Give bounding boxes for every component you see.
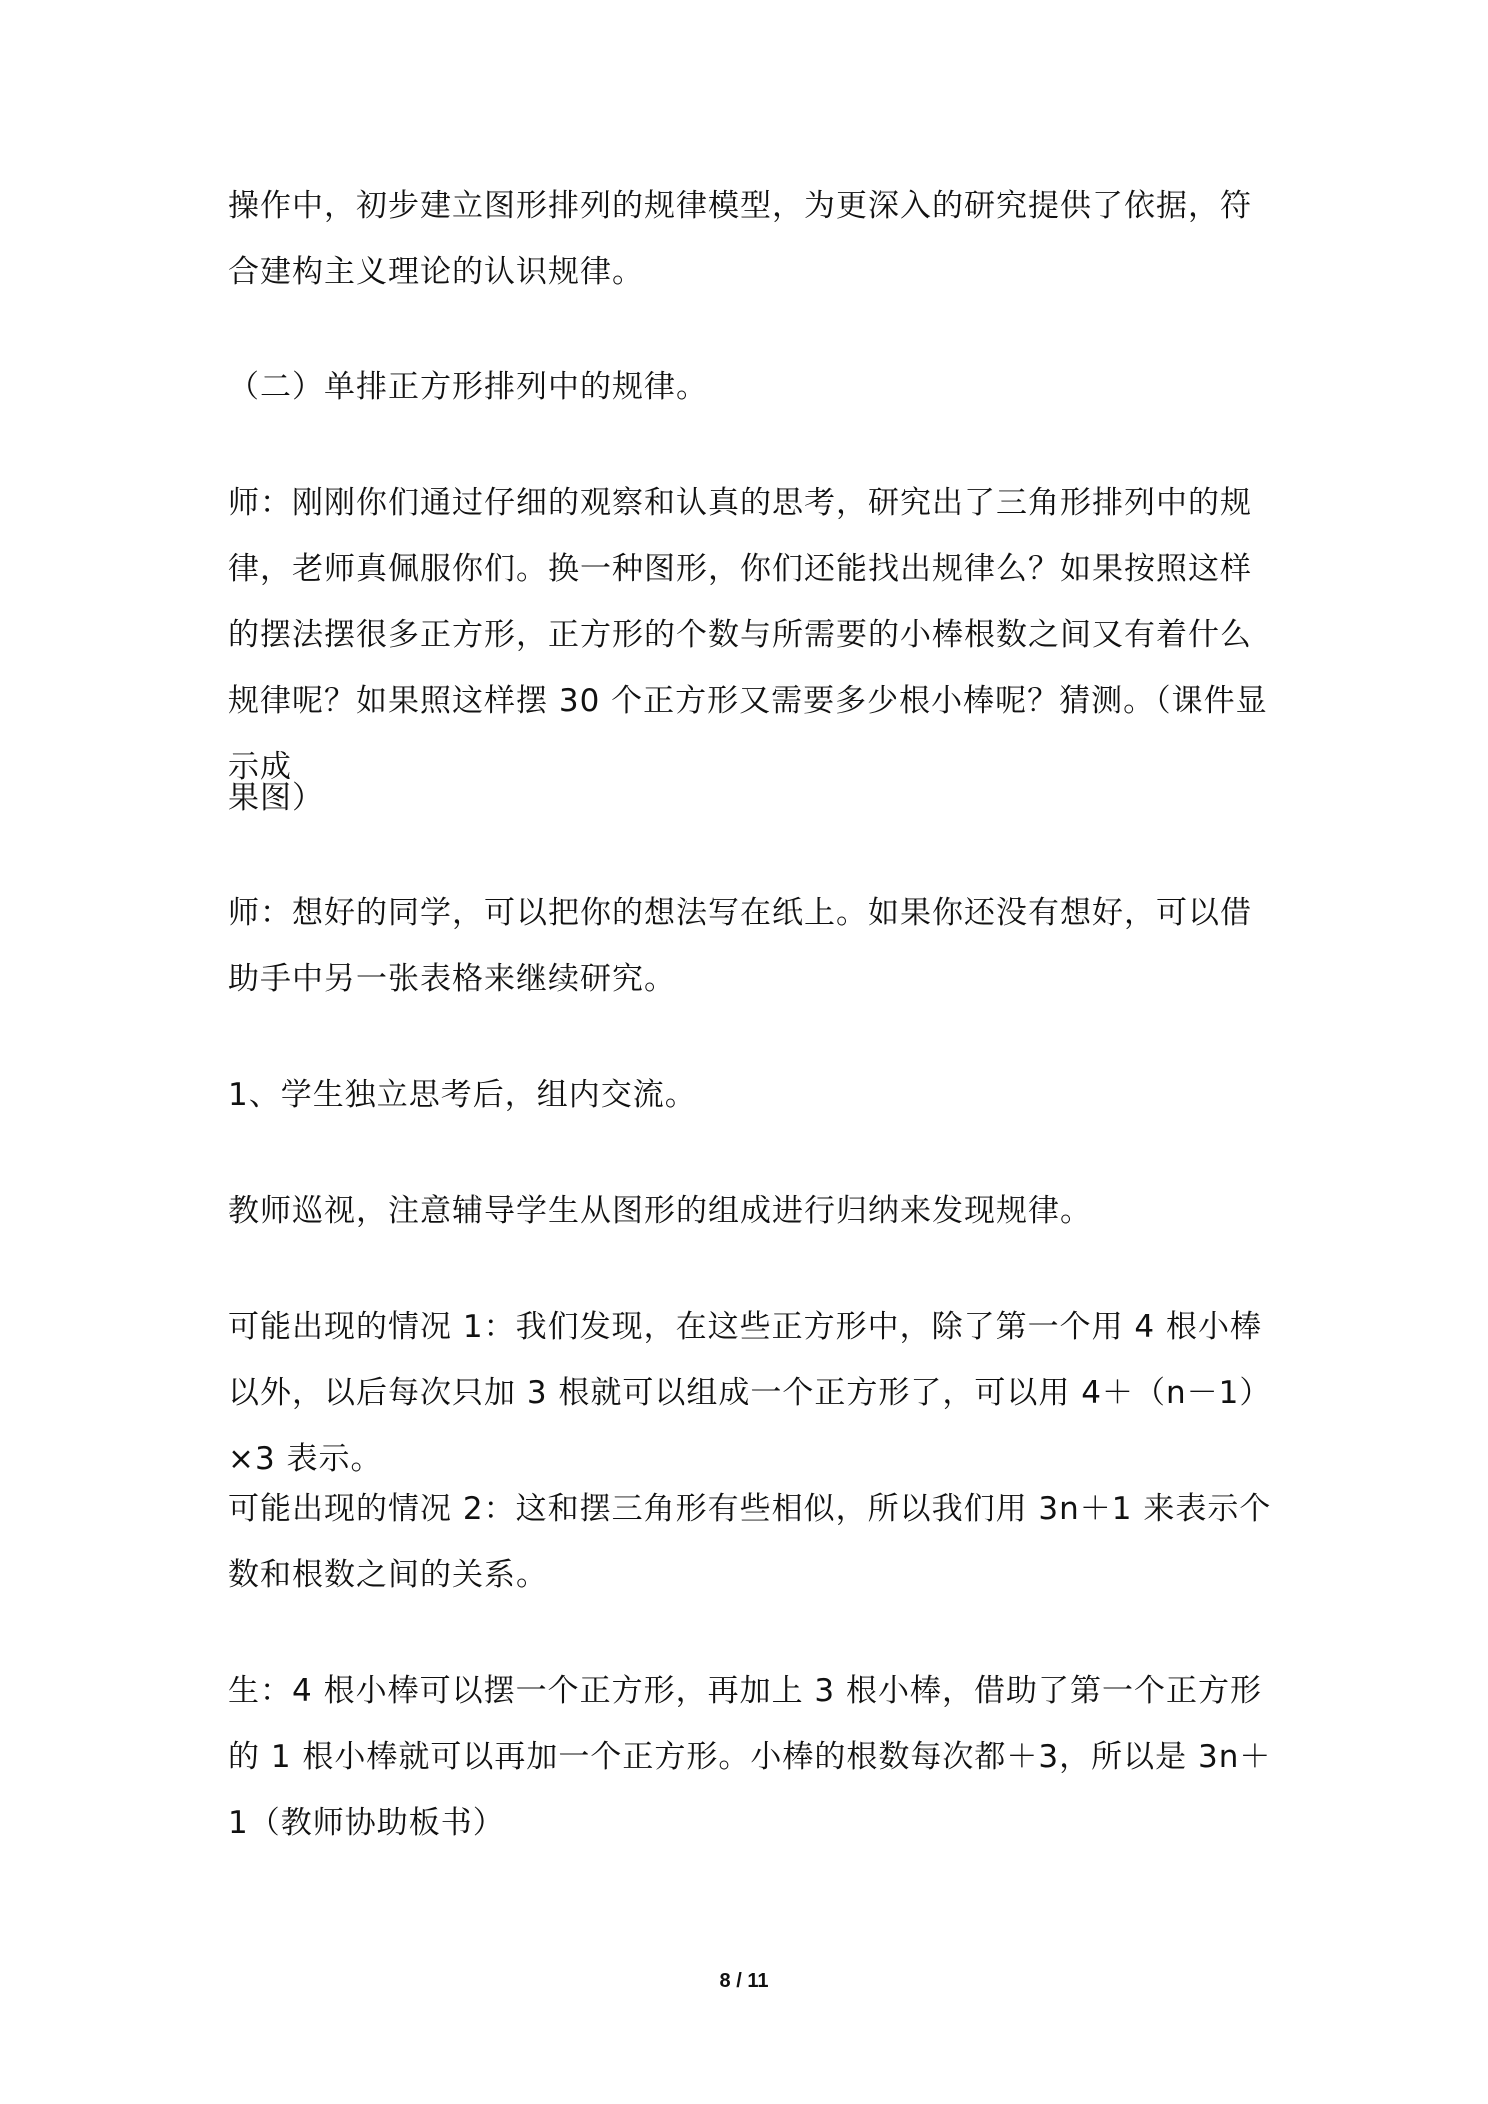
paragraph-teacher-question: 师：刚刚你们通过仔细的观察和认真的思考，研究出了三角形排列中的规律，老师真佩服你们。换一种图形，你们还能找出规律么？如果按照这样的摆法摆很多正方形，正方形的个数与所需要的小棒根数之间又有着什么规律呢？如果照这样摆 30 个正方形又需要多少根小棒呢？猜测。（课件显示成 [228, 485, 1268, 785]
paragraph-step-1: 1、学生独立思考后，组内交流。 [228, 1077, 697, 1113]
paragraph-case-2: 可能出现的情况 2：这和摆三角形有些相似，所以我们用 3n＋1 来表示个数和根数之间的关系。 [228, 1491, 1272, 1593]
paragraph-student-answer: 生：4 根小棒可以摆一个正方形，再加上 3 根小棒，借助了第一个正方形的 1 根小棒就可以再加一个正方形。小棒的根数每次都＋3，所以是 3n＋1（教师协助板书） [228, 1673, 1272, 1841]
paragraph-case-1: 可能出现的情况 1：我们发现，在这些正方形中，除了第一个用 4 根小棒以外，以后每次只加 3 根就可以组成一个正方形了，可以用 4＋（n－1）×3 表示。 [228, 1309, 1272, 1477]
section-heading-square-pattern: （二）单排正方形排列中的规律。 [228, 369, 708, 405]
page-number: 8 / 11 [719, 1970, 769, 1992]
paragraph-construction-summary: 操作中，初步建立图形排列的规律模型，为更深入的研究提供了依据，符合建构主义理论的认识规律。 [228, 188, 1252, 290]
paragraph-result-figure: 果图） [228, 780, 324, 816]
paragraph-teacher-instruction: 师：想好的同学，可以把你的想法写在纸上。如果你还没有想好，可以借助手中另一张表格来继续研究。 [228, 895, 1252, 997]
paragraph-teacher-patrol: 教师巡视，注意辅导学生从图形的组成进行归纳来发现规律。 [228, 1193, 1092, 1229]
